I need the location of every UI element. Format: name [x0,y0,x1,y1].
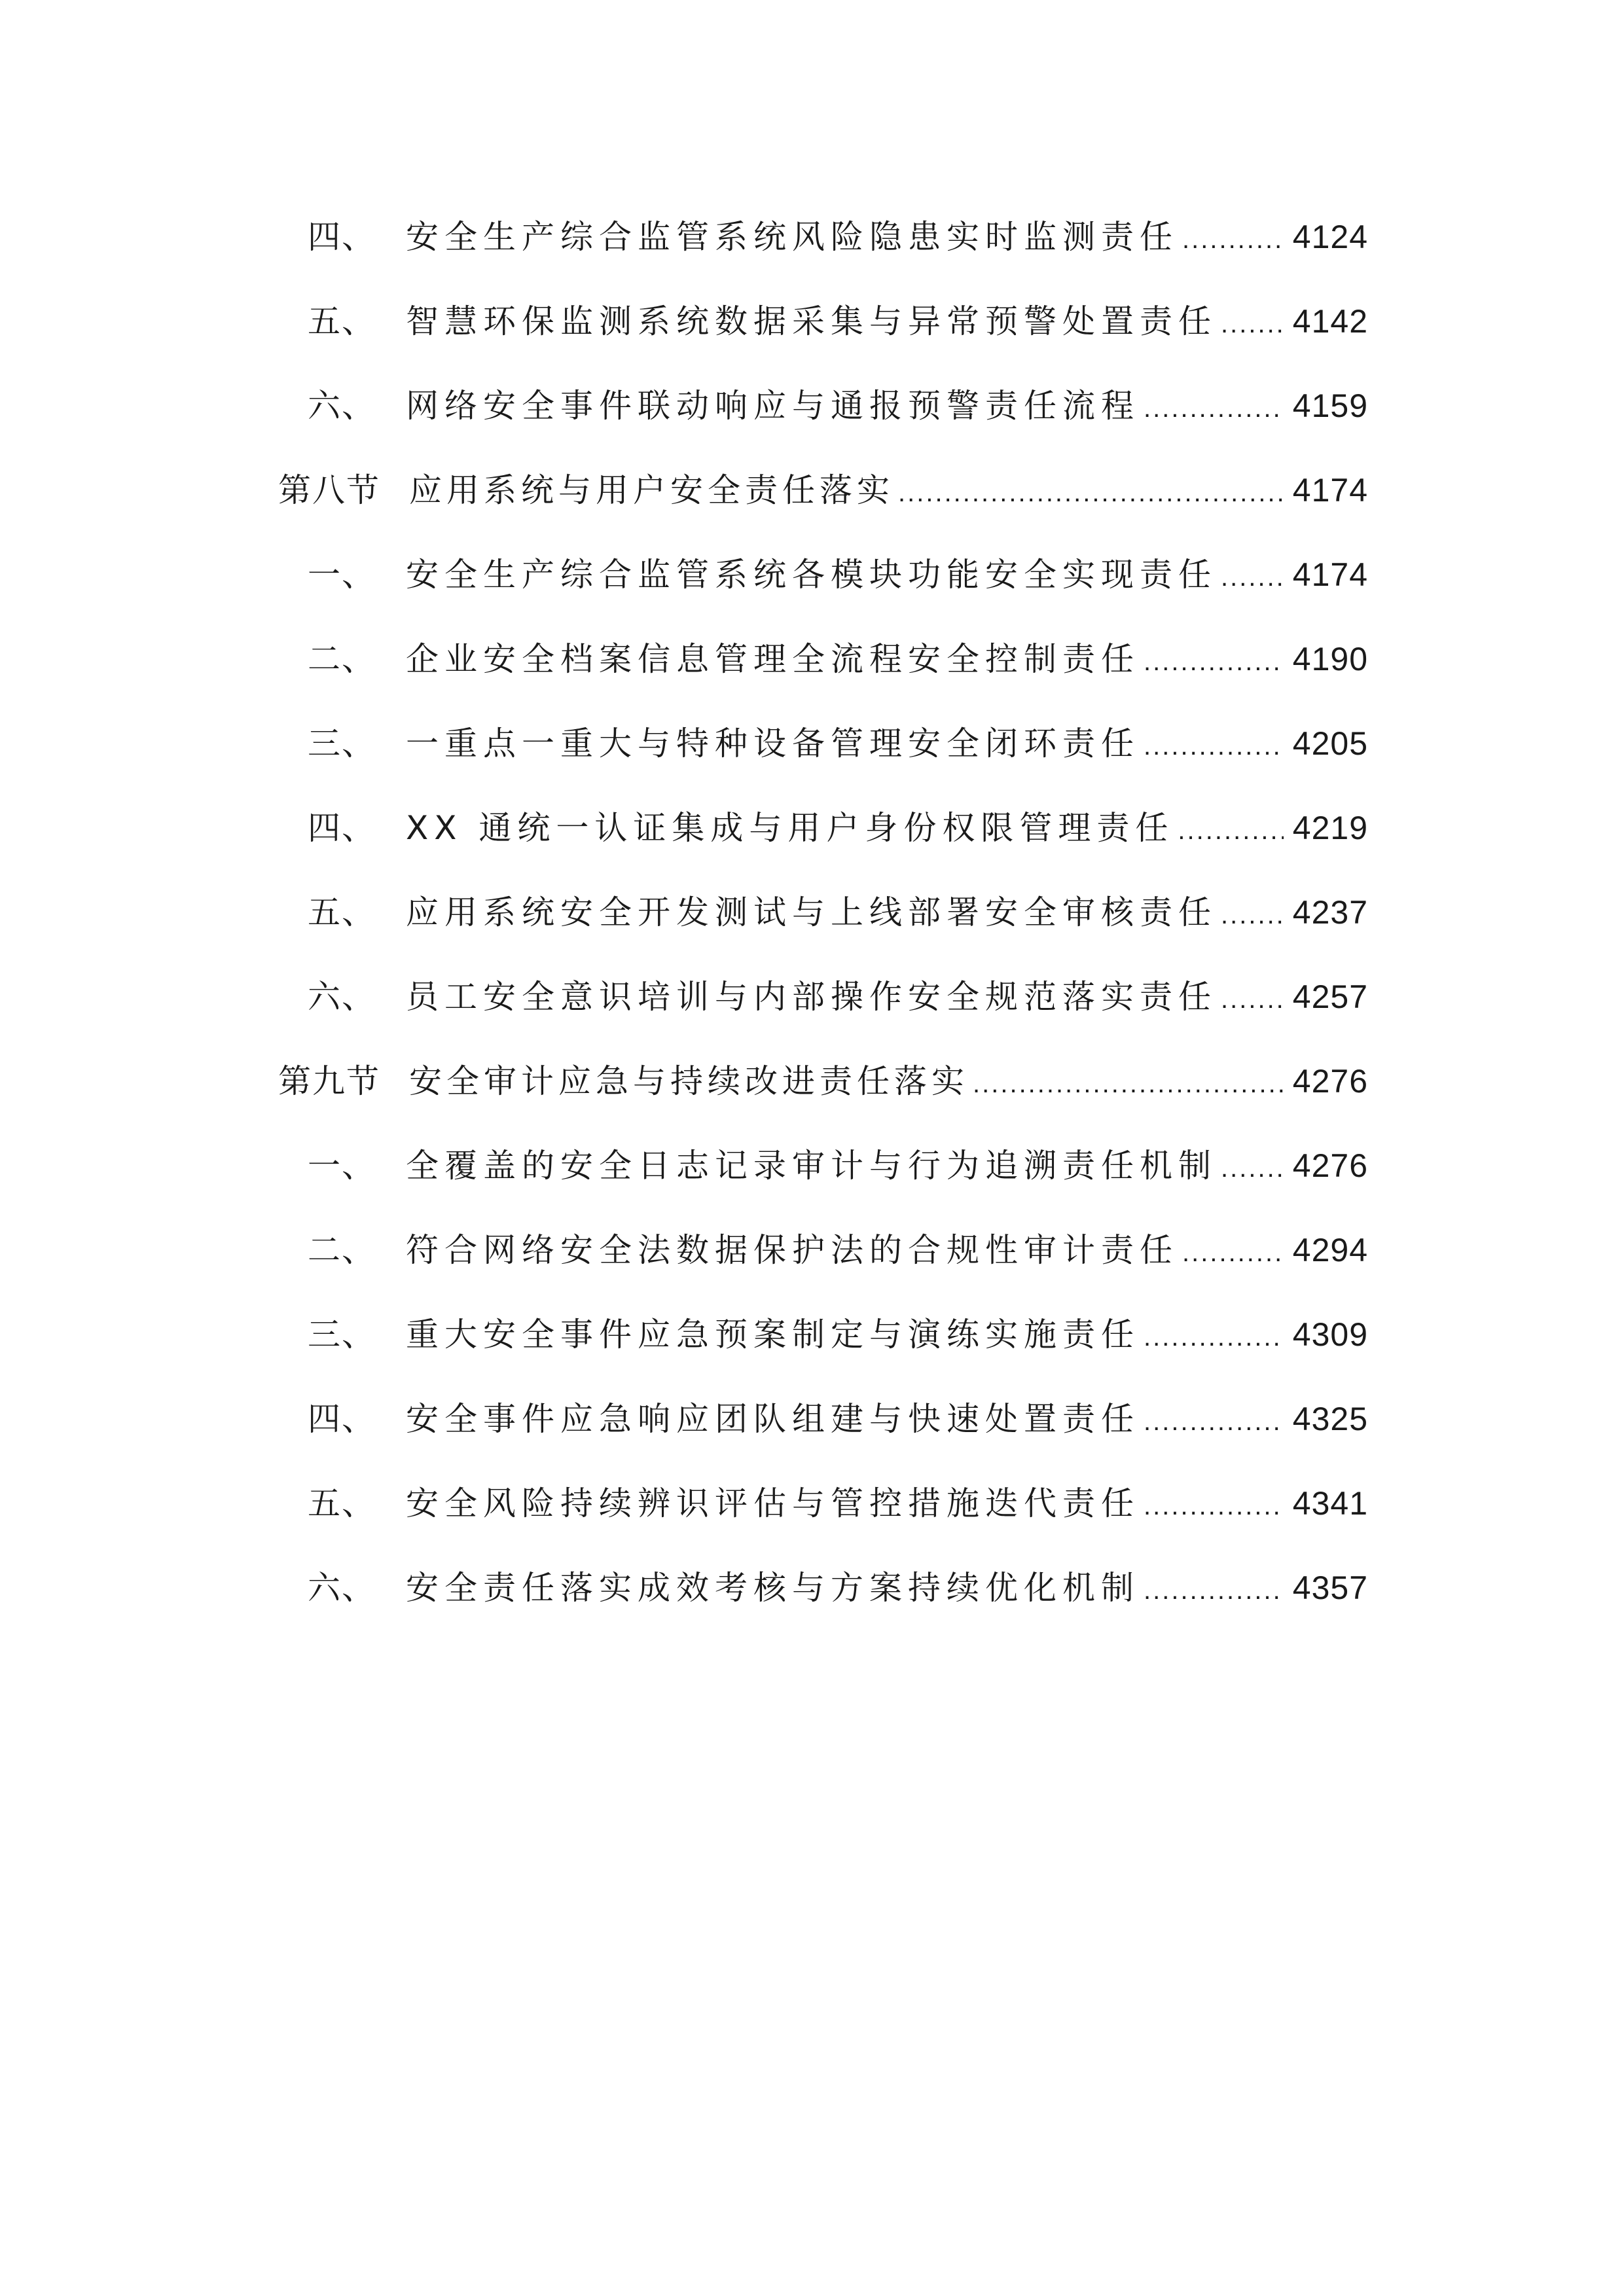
toc-entry-page: 4142 [1292,303,1368,340]
toc-entry-number: 三、 [308,1316,376,1354]
toc-entry[interactable] [308,380,1368,432]
toc-entry[interactable] [308,548,1368,601]
toc-dot-leader [1178,804,1283,854]
toc-entry-number: 六、 [308,387,376,425]
toc-entry-title: 一重点一重大与特种设备管理安全闭环责任 [406,725,1140,762]
toc-entry-title: 安全生产综合监管系统各模块功能安全实现责任 [406,556,1217,594]
toc-entry-title: 企业安全档案信息管理全流程安全控制责任 [406,640,1140,678]
toc-dot-leader [1144,1564,1284,1614]
toc-section-title: 安全审计应急与持续改进责任落实 [409,1062,969,1100]
toc-entry-number: 四、 [308,218,376,256]
toc-entry-title: 智慧环保监测系统数据采集与异常预警处置责任 [406,302,1217,340]
toc-dot-leader [1221,551,1284,601]
toc-entry-number: 二、 [308,1231,376,1269]
toc-entry-title: 网络安全事件联动响应与通报预警责任流程 [406,387,1140,425]
toc-entry-number: 五、 [308,1484,376,1522]
toc-section-number: 第八节 [278,471,380,509]
toc-dot-leader [1144,1311,1284,1361]
toc-entry-number: 六、 [308,978,376,1016]
toc-entry[interactable] [308,802,1368,854]
toc-dot-leader [1144,720,1284,770]
toc-entry[interactable] [308,1393,1368,1445]
toc-dot-leader [1221,1142,1284,1192]
toc-entry-number: 五、 [308,302,376,340]
toc-entry-number: 四、 [308,1400,376,1438]
toc-entry-page: 4174 [1292,556,1368,593]
toc-entry-page: 4190 [1292,641,1368,677]
toc-entry-page: 4357 [1292,1570,1368,1606]
toc-dot-leader [1144,1480,1284,1530]
toc-entry[interactable] [308,717,1368,770]
toc-entry-title: 全覆盖的安全日志记录审计与行为追溯责任机制 [406,1147,1217,1185]
toc-entry[interactable] [308,1139,1368,1192]
toc-entry-number: 一、 [308,556,376,594]
toc-entry[interactable] [308,1308,1368,1361]
toc-entry-number: 四、 [308,809,376,847]
toc-entry-page: 4174 [1292,472,1368,509]
toc-entry-page: 4341 [1292,1485,1368,1522]
toc-dot-leader [1221,298,1284,348]
toc-dot-leader [1182,1227,1284,1276]
toc-entry-title: 符合网络安全法数据保护法的合规性审计责任 [406,1231,1178,1269]
toc-entry-title: 员工安全意识培训与内部操作安全规范落实责任 [406,978,1217,1016]
toc-entry-title: 安全事件应急响应团队组建与快速处置责任 [406,1400,1140,1438]
toc-entry-page: 4219 [1292,810,1368,846]
toc-entry[interactable] [308,211,1368,263]
toc-entry-page: 4124 [1292,219,1368,255]
toc-dot-leader [1182,213,1284,263]
toc-entry-page: 4159 [1292,387,1368,424]
toc-entry[interactable] [308,971,1368,1023]
toc-dot-leader [1144,636,1284,685]
toc-entry-page: 4309 [1292,1316,1368,1353]
toc-entry-page: 4294 [1292,1232,1368,1268]
toc-entry-page: 4325 [1292,1401,1368,1437]
toc-entry[interactable] [308,633,1368,685]
toc-entry-number: 五、 [308,893,376,931]
toc-entry[interactable] [308,1224,1368,1276]
toc-entry[interactable] [308,295,1368,348]
toc-dot-leader [1221,889,1284,939]
toc-entry-title: XX 通统一认证集成与用户身份权限管理责任 [406,809,1174,847]
toc-dot-leader [898,467,1284,516]
toc-entry-number: 六、 [308,1569,376,1607]
toc-section-number: 第九节 [278,1062,380,1100]
toc-entry-title: 应用系统安全开发测试与上线部署安全审核责任 [406,893,1217,931]
toc-entry-page: 4257 [1292,978,1368,1015]
toc-entry-number: 一、 [308,1147,376,1185]
toc-entry-number: 三、 [308,725,376,762]
toc-entry-title: 安全责任落实成效考核与方案持续优化机制 [406,1569,1140,1607]
toc-entry-title: 安全生产综合监管系统风险隐患实时监测责任 [406,218,1178,256]
toc-dot-leader [973,1058,1284,1107]
toc-section-entry[interactable] [278,464,1368,516]
toc-dot-leader [1144,1395,1284,1445]
toc-entry-title: 重大安全事件应急预案制定与演练实施责任 [406,1316,1140,1354]
toc-entry-page: 4276 [1292,1063,1368,1100]
toc-section-entry[interactable] [278,1055,1368,1107]
toc-dot-leader [1144,382,1284,432]
toc-entry[interactable] [308,1562,1368,1614]
toc-entry-number: 二、 [308,640,376,678]
toc-entry[interactable] [308,886,1368,939]
toc-entry-title: 安全风险持续辨识评估与管控措施迭代责任 [406,1484,1140,1522]
toc-entry[interactable] [308,1477,1368,1530]
toc-section-title: 应用系统与用户安全责任落实 [409,471,894,509]
toc-entry-page: 4276 [1292,1147,1368,1184]
toc-dot-leader [1221,973,1284,1023]
toc-entry-page: 4205 [1292,725,1368,762]
toc-entry-page: 4237 [1292,894,1368,931]
